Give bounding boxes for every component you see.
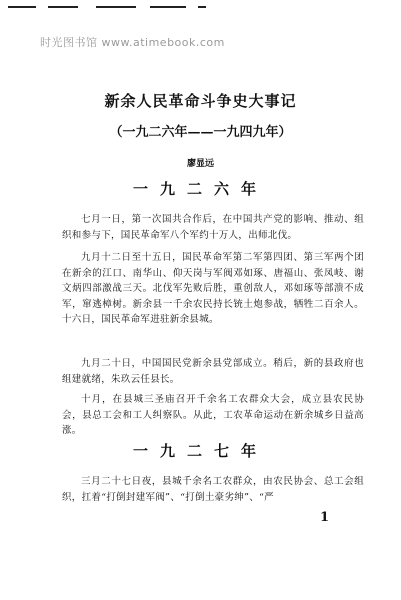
top-border-marks xyxy=(0,0,401,14)
paragraph: 七月一日，第一次国共合作后，在中国共产党的影响、推动、组织和参与下，国民革命军八个军约十万人，出师北伐。 xyxy=(62,214,364,241)
page-title: 新余人民革命斗争史大事记 xyxy=(104,92,297,110)
section-year-heading: 一九二六年 xyxy=(132,180,268,198)
paragraph: 九月二十日，中国国民党新余县党部成立。稍后，新的县政府也组建就绪，朱玖云任县长。 xyxy=(62,358,364,385)
page-subtitle: （一九二六年——一九四九年） xyxy=(109,125,292,140)
watermark: 时光图书馆 www.atimebook.com xyxy=(40,36,225,49)
paragraph: 三月二十七日夜，县城千余名工农群众，由农民协会、总工会组织，扛着“打倒封建军阀”、“打倒土豪劣绅”、“严 xyxy=(62,476,364,503)
page-number: 1 xyxy=(320,510,330,525)
section-year-heading: 一九二七年 xyxy=(132,442,268,460)
paragraph: 十月，在县城三圣庙召开千余名工农群众大会，成立县农民协会，县总工会和工人纠察队。从此，工农革命运动在新余城乡日益高涨。 xyxy=(62,394,364,436)
paragraph: 九月十二日至十五日，国民革命军第二军第四团、第三军两个团在新余的江口、南华山、仰天岗与军阀邓如琢、唐福山、张凤岐、谢文炳四部激战三天。北伐军先败后胜，重创敌人，邓如琢等部溃不成军，窜逃樟树。新余县一千余农民持长铳土炮参战，牺牲二百余人。十六日，国民革命军进驻新余县城。 xyxy=(62,252,364,325)
author-name: 廖显远 xyxy=(186,159,214,169)
